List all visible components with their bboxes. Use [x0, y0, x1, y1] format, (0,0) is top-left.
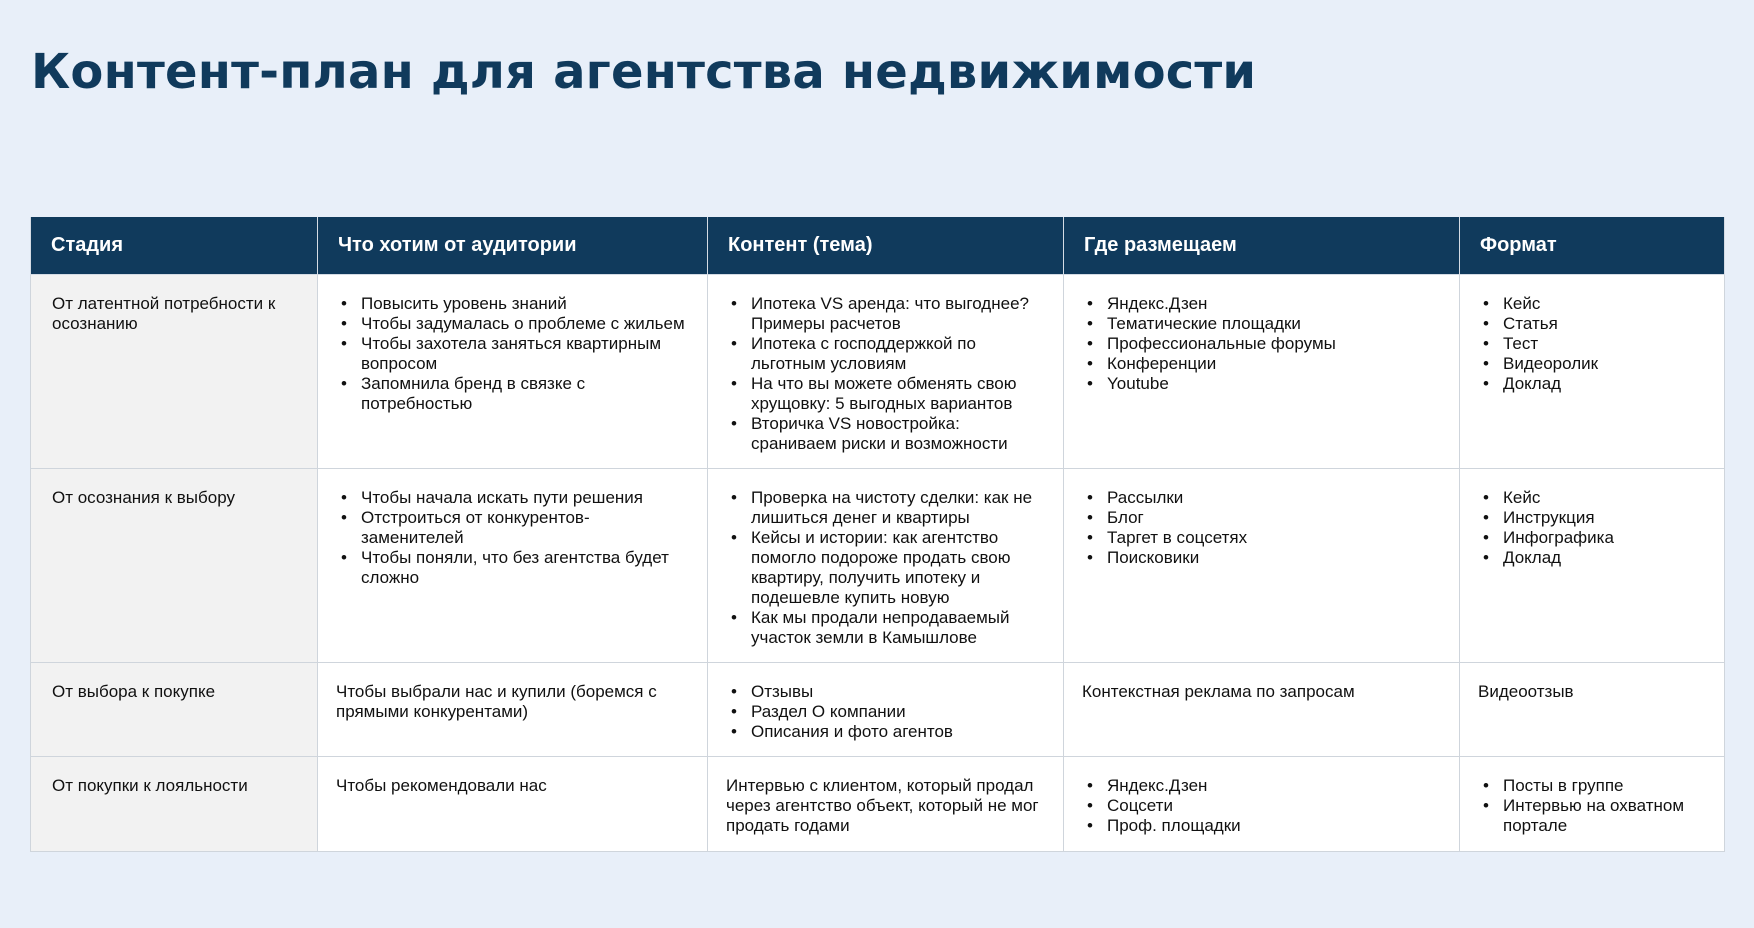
- list-item: • Отстроиться от конкурентов-заменителей: [361, 508, 689, 548]
- channels-list: [1082, 776, 1441, 836]
- list-item: • Доклад: [1503, 374, 1706, 394]
- stage-cell: От выбора к покупке: [31, 662, 318, 756]
- header-stage: Стадия: [31, 217, 318, 274]
- content-plan-table: [30, 217, 1725, 852]
- list-item: • Ипотека с господдержкой по льготным условиям: [751, 334, 1045, 374]
- list-item: • Описания и фото агентов: [751, 722, 1045, 742]
- content-cell: Интервью с клиентом, который продал через агентство объект, который не мог продать годами: [708, 756, 1064, 851]
- table-row: [31, 468, 1725, 662]
- content-cell: [708, 662, 1064, 756]
- channels-list: [1082, 294, 1441, 394]
- list-item: • Чтобы поняли, что без агентства будет сложно: [361, 548, 689, 588]
- channels-cell: [1064, 274, 1460, 468]
- list-item: • Интервью на охватном портале: [1503, 796, 1706, 836]
- format-cell: [1460, 468, 1725, 662]
- channels-cell: [1064, 468, 1460, 662]
- list-item: • Рассылки: [1107, 488, 1441, 508]
- channels-cell: Контекстная реклама по запросам: [1064, 662, 1460, 756]
- list-item: • Кейс: [1503, 294, 1706, 314]
- list-item: • Вторичка VS новостройка: сраниваем риски и возможности: [751, 414, 1045, 454]
- list-item: • Соцсети: [1107, 796, 1441, 816]
- list-item: • Проф. площадки: [1107, 816, 1441, 836]
- list-item: • Тематические площадки: [1107, 314, 1441, 334]
- list-item: • Чтобы начала искать пути решения: [361, 488, 689, 508]
- list-item: • Чтобы задумалась о проблеме с жильем: [361, 314, 689, 334]
- formats-list: [1478, 294, 1706, 394]
- header-channels: Где размещаем: [1064, 217, 1460, 274]
- list-item: • Профессиональные форумы: [1107, 334, 1441, 354]
- stage-cell: От покупки к лояльности: [31, 756, 318, 851]
- list-item: • Инструкция: [1503, 508, 1706, 528]
- table-row: [31, 756, 1725, 851]
- list-item: • Тест: [1503, 334, 1706, 354]
- list-item: • Яндекс.Дзен: [1107, 776, 1441, 796]
- goals-cell: [318, 468, 708, 662]
- goals-cell: Чтобы рекомендовали нас: [318, 756, 708, 851]
- list-item: • Отзывы: [751, 682, 1045, 702]
- list-item: • Запомнила бренд в связке с потребностью: [361, 374, 689, 414]
- list-item: • Посты в группе: [1503, 776, 1706, 796]
- goals-cell: Чтобы выбрали нас и купили (боремся с прямыми конкурентами): [318, 662, 708, 756]
- list-item: • Чтобы захотела заняться квартирным вопросом: [361, 334, 689, 374]
- page-title: Контент-план для агентства недвижимости: [31, 44, 1257, 100]
- content-cell: [708, 274, 1064, 468]
- header-goals: Что хотим от аудитории: [318, 217, 708, 274]
- header-format: Формат: [1460, 217, 1725, 274]
- content-list: [726, 294, 1045, 454]
- stage-cell: От латентной потребности к осознанию: [31, 274, 318, 468]
- list-item: • Ипотека VS аренда: что выгоднее? Примеры расчетов: [751, 294, 1045, 334]
- list-item: • Инфографика: [1503, 528, 1706, 548]
- list-item: • Блог: [1107, 508, 1441, 528]
- format-cell: [1460, 274, 1725, 468]
- goals-list: [336, 294, 689, 414]
- table-row: [31, 274, 1725, 468]
- list-item: • Яндекс.Дзен: [1107, 294, 1441, 314]
- formats-list: [1478, 488, 1706, 568]
- stage-cell: От осознания к выбору: [31, 468, 318, 662]
- content-cell: [708, 468, 1064, 662]
- list-item: • Youtube: [1107, 374, 1441, 394]
- header-content: Контент (тема): [708, 217, 1064, 274]
- list-item: • Кейс: [1503, 488, 1706, 508]
- content-list: [726, 488, 1045, 648]
- list-item: • Проверка на чистоту сделки: как не лишиться денег и квартиры: [751, 488, 1045, 528]
- list-item: • Видеоролик: [1503, 354, 1706, 374]
- list-item: • Доклад: [1503, 548, 1706, 568]
- list-item: • Повысить уровень знаний: [361, 294, 689, 314]
- list-item: • Раздел О компании: [751, 702, 1045, 722]
- channels-list: [1082, 488, 1441, 568]
- list-item: • Конференции: [1107, 354, 1441, 374]
- goals-cell: [318, 274, 708, 468]
- table-row: [31, 662, 1725, 756]
- list-item: • Как мы продали непродаваемый участок земли в Камышлове: [751, 608, 1045, 648]
- content-list: [726, 682, 1045, 742]
- list-item: • На что вы можете обменять свою хрущовку: 5 выгодных вариантов: [751, 374, 1045, 414]
- list-item: • Статья: [1503, 314, 1706, 334]
- format-cell: [1460, 756, 1725, 851]
- list-item: • Поисковики: [1107, 548, 1441, 568]
- table-header-row: [31, 217, 1725, 274]
- formats-list: [1478, 776, 1706, 836]
- list-item: • Кейсы и истории: как агентство помогло подороже продать свою квартиру, получить ипотеку и подешевле купить новую: [751, 528, 1045, 608]
- goals-list: [336, 488, 689, 588]
- format-cell: Видеоотзыв: [1460, 662, 1725, 756]
- list-item: • Таргет в соцсетях: [1107, 528, 1441, 548]
- channels-cell: [1064, 756, 1460, 851]
